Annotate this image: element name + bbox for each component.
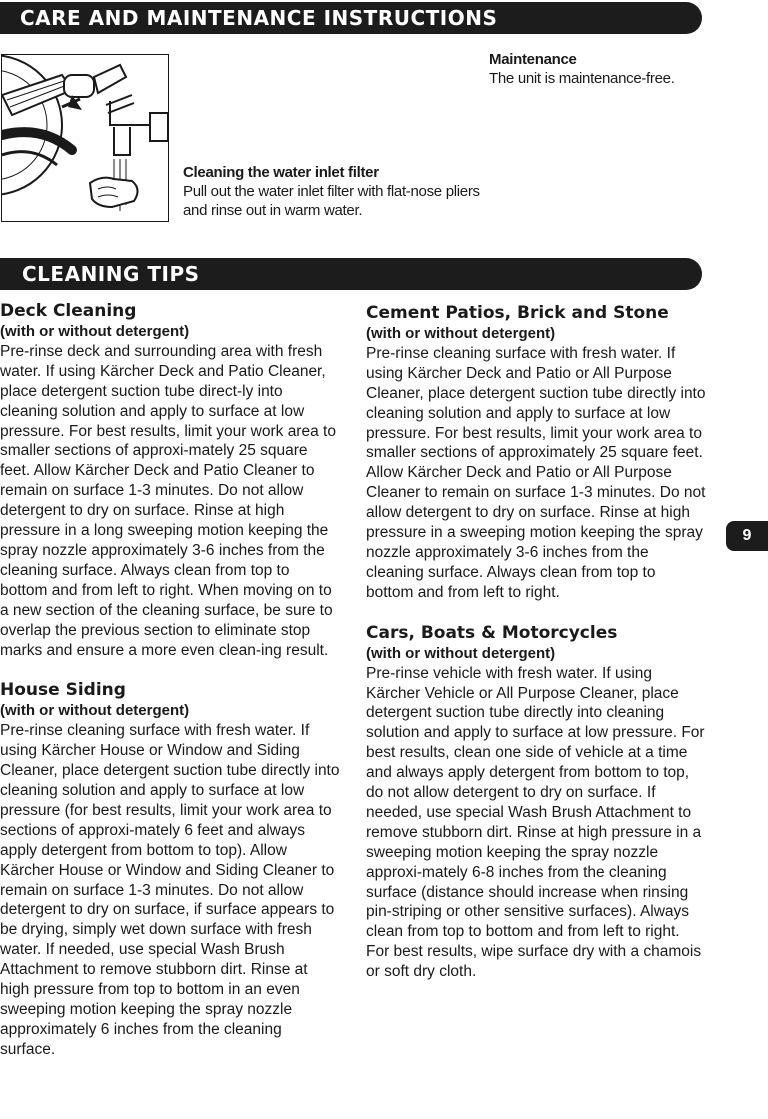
section-subtitle: (with or without detergent) (366, 325, 556, 342)
section-body: Pre-rinse deck and surrounding area with fresh water. If using Kärcher Deck and Patio Cleaner, place detergent suction tube direct-ly into cleaning solution and apply to surface at low pressure. For best results, limit your work area to smaller sections of approxi-mately 25 square feet. Allow Kärcher Deck and Patio Cleaner to remain on surface 1-3 minutes. Do not allow detergent to dry on surface. Rinse at high pressure in a long sweeping motion keeping the spray nozzle approximately 3-6 inches from the cleaning surface. Always clean from top to bottom and from left to right. When moving on to a new section of the cleaning surface, be sure to overlap the previous section to eliminate stop marks and ensure a more even clean-ing result. (0, 342, 336, 659)
section-deck-cleaning (0, 300, 340, 660)
section-subtitle: (with or without detergent) (0, 702, 190, 720)
section-body: Pre-rinse cleaning surface with fresh water. If using Kärcher House or Window and Siding Cleaner, place detergent suction tube directly into cleaning solution and apply to surface at low pressure (for best results, limit your work area to sections of approxi-mately 6 feet and always apply detergent from bottom to top). Allow Kärcher House or Window and Siding Cleaner to remain on surface 1-3 minutes. Do not allow detergent to dry on surface, if surface appears to be drying, simply wet down surface with fresh water. If needed, use special Wash Brush Attachment to remove stubborn dirt. Rinse at high pressure from top to bottom in an even sweeping motion keeping the spray nozzle approximately 6 inches from the cleaning surface. (0, 722, 340, 1058)
section-body: Pre-rinse vehicle with fresh water. If using Kärcher Vehicle or All Purpose Cleaner, place detergent suction tube directly into cleaning solution and apply to surface at low pressure. For best results, clean one side of vehicle at a time and always apply detergent from bottom to top, do not allow detergent to dry on surface. If needed, use special Wash Brush Attachment to remove stubborn dirt. Rinse at high pressure in a sweeping motion keeping the spray nozzle approxi-mately 6-8 inches from the cleaning surface (distance should increase when rinsing pin-striping or other sensitive surfaces). Always clean from top to bottom and from left to right. For best results, wipe surface dry with a chamois or soft dry cloth. (366, 664, 705, 981)
section-subtitle: (with or without detergent) (0, 323, 190, 340)
filter-cleaning-note (183, 163, 483, 220)
section-title: Deck Cleaning (0, 301, 137, 321)
cleaning-tips-banner: CLEANING TIPS (0, 258, 702, 290)
maintenance-title: Maintenance (489, 51, 577, 68)
section-title: House Siding (0, 680, 126, 701)
section-subtitle: (with or without detergent) (366, 644, 556, 662)
section-body: Pre-rinse cleaning surface with fresh water. If using Kärcher Deck and Patio or All Purpose Cleaner, place detergent suction tube directly into cleaning solution and apply to surface at low pressure. For best results, limit your work area to smaller sections of approximately 25 square feet. Allow Kärcher Deck and Patio or All Purpose Cleaner to remain on surface 1-3 minutes. Do not allow detergent to dry on surface. Rinse at high pressure in a sweeping motion keeping the spray nozzle approximately 3-6 inches from the cleaning surface. Always clean from top to bottom and from left to right. (366, 344, 706, 601)
page-number-tab: 9 (726, 521, 768, 551)
filter-body: Pull out the water inlet filter with flat-nose pliers and rinse out in warm water. (183, 183, 480, 219)
tips-column-right (366, 302, 706, 1001)
section-house-siding (0, 679, 340, 1059)
section-title: Cement Patios, Brick and Stone (366, 303, 669, 323)
pliers-filter-icon (2, 55, 168, 221)
water-inlet-filter-illustration (1, 54, 169, 222)
care-maintenance-banner: CARE AND MAINTENANCE INSTRUCTIONS (0, 2, 702, 34)
filter-title: Cleaning the water inlet filter (183, 164, 379, 181)
tips-column-left (0, 300, 340, 1079)
section-title: Cars, Boats & Motorcycles (366, 622, 618, 643)
maintenance-body: The unit is maintenance-free. (489, 70, 675, 87)
maintenance-note (489, 50, 719, 88)
section-cement-patios (366, 302, 706, 603)
section-cars-boats (366, 622, 706, 982)
